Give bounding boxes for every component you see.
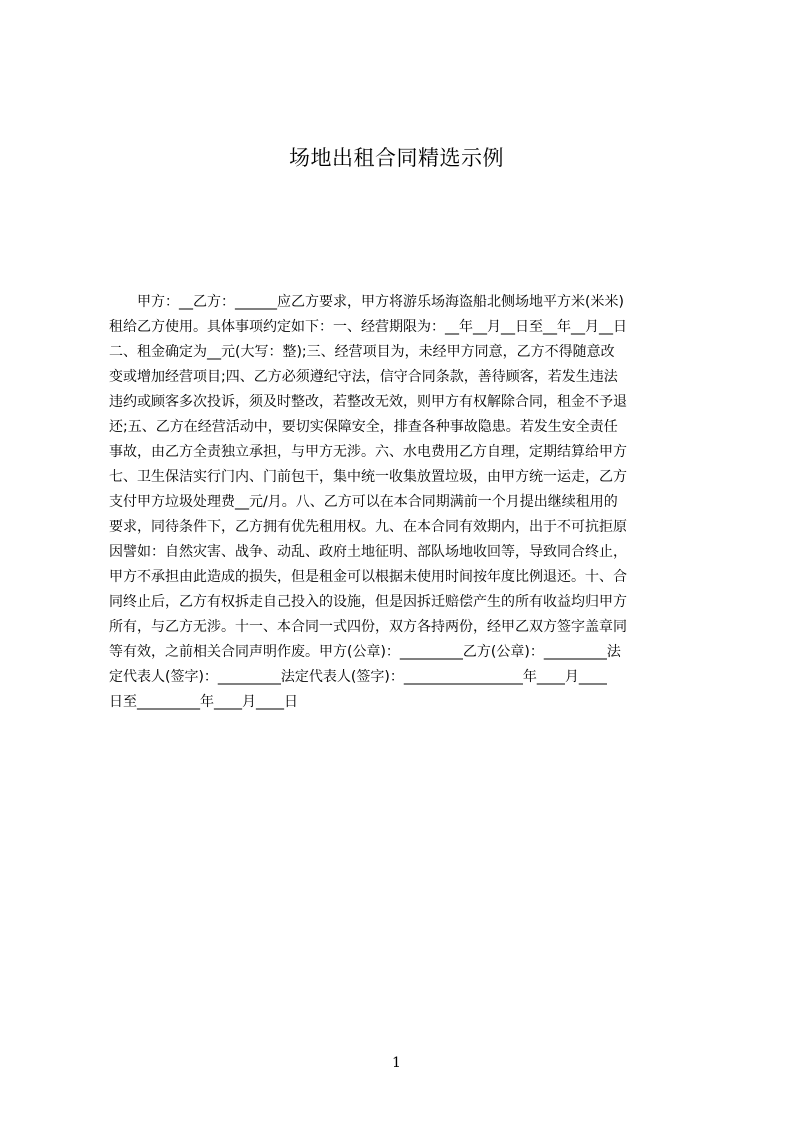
body-line: 甲方：__乙方：______应乙方要求，甲方将游乐场海盗船北侧场地平方米(米米): [109, 294, 624, 310]
body-line: 因譬如：自然灾害、战争、动乱、政府土地征明、部队场地收回等，导致同合终止，: [109, 544, 627, 560]
body-line: 事故，由乙方全责独立承担，与甲方无涉。六、水电费用乙方自理，定期结算给甲方: [109, 444, 627, 460]
body-line: 七、卫生保洁实行门内、门前包干，集中统一收集放置垃圾，由甲方统一运走，乙方: [109, 469, 627, 485]
document-title: 场地出租合同精选示例: [289, 146, 504, 170]
body-line: 同终止后，乙方有权拆走自己投入的设施，但是因拆迁赔偿产生的所有收益均归甲方: [109, 594, 627, 610]
body-line: 违约或顾客多次投诉，须及时整改，若整改无效，则甲方有权解除合同，租金不予退: [109, 394, 627, 410]
body-line: 甲方不承担由此造成的损失，但是租金可以根据未使用时间按年度比例退还。十、合: [109, 569, 627, 585]
body-line: 二、租金确定为__元(大写：整);三、经营项目为，未经甲方同意，乙方不得随意改: [109, 344, 615, 360]
contract-body: [109, 290, 699, 715]
body-line: 还;五、乙方在经营活动中，要切实保障安全，排查各种事故隐患。若发生安全责任: [109, 419, 618, 435]
body-line: 要求，同待条件下，乙方拥有优先租用权。九、在本合同有效期内，出于不可抗拒原: [109, 519, 627, 535]
body-line: 支付甲方垃圾处理费__元/月。八、乙方可以在本合同期满前一个月提出继续租用的: [109, 494, 618, 510]
body-line: 租给乙方使用。具体事项约定如下：一、经营期限为：__年__月__日至__年__月__日: [109, 319, 627, 335]
body-line: 所有，与乙方无涉。十一、本合同一式四份，双方各持两份，经甲乙双方签字盖章同: [109, 619, 627, 635]
body-line: 等有效，之前相关合同声明作废。甲方(公章)：_________乙方(公章)：_________法: [109, 644, 621, 660]
body-line: 日至_________年____月____日: [109, 694, 298, 710]
body-line: 定代表人(签字)：_________法定代表人(签字)：_________________年____月____: [109, 669, 607, 685]
page-number: 1: [392, 1055, 401, 1071]
body-line: 变或增加经营项目;四、乙方必须遵纪守法，信守合同条款，善待顾客，若发生违法: [109, 369, 618, 385]
